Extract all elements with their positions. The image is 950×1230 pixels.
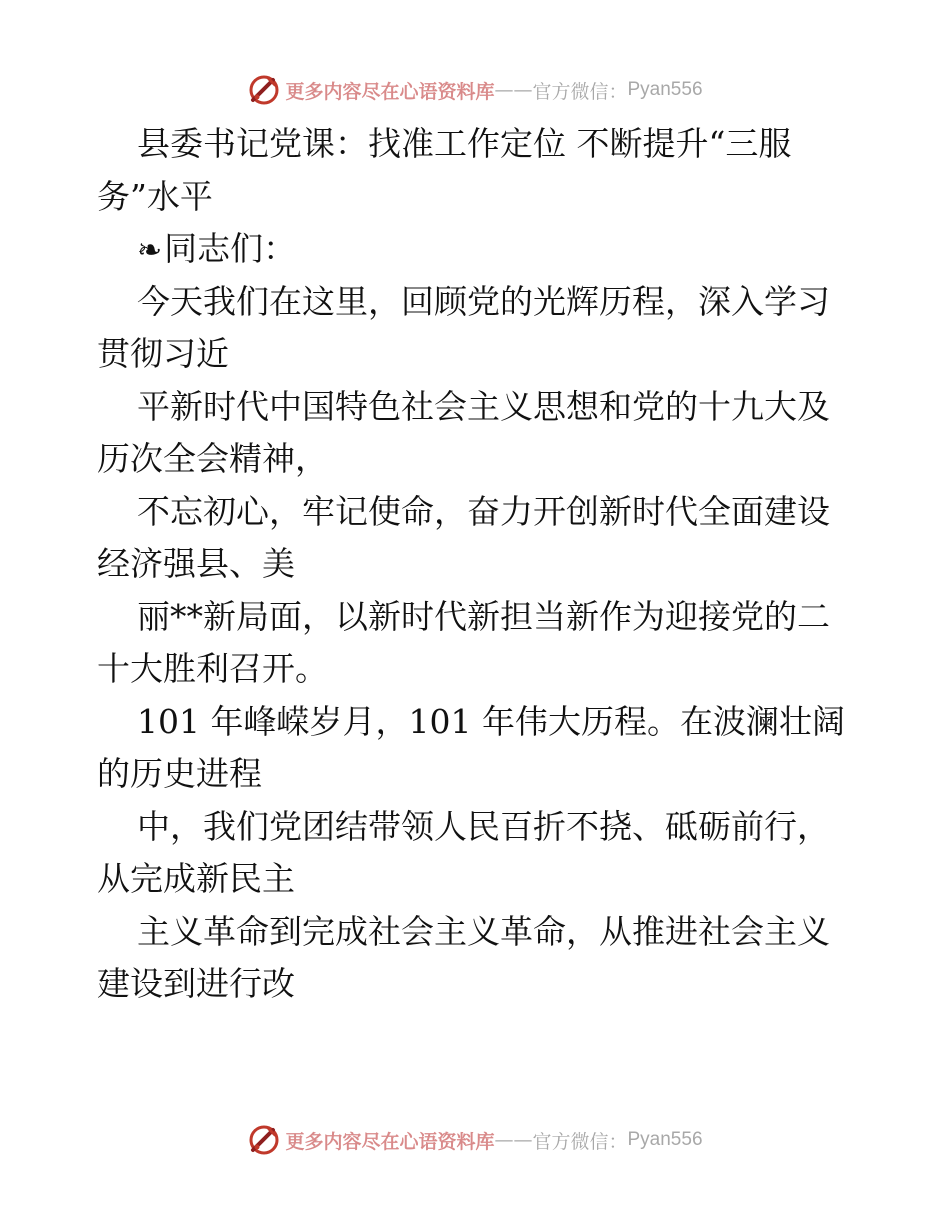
footer-wechat-label: 官方微信：	[532, 1130, 628, 1153]
text-line	[97, 381, 855, 434]
header-brand-text: 更多内容尽在心语资料库	[285, 80, 495, 103]
text-line-content: 平新时代中国特色社会主义思想和党的十九大及	[137, 386, 830, 426]
text-line	[97, 223, 855, 276]
text-line-content: 贯彻习近	[97, 334, 229, 373]
text-line-content: 同志们：	[164, 229, 297, 268]
text-line	[97, 276, 855, 329]
text-line	[97, 801, 855, 854]
text-line-content: 中，我们党团结带领人民百折不挠、砥砺前行，	[137, 806, 830, 846]
text-line	[97, 433, 855, 486]
footer-watermark	[0, 1120, 950, 1160]
text-line	[97, 171, 855, 224]
header-wechat-id: Pyan556	[627, 79, 703, 100]
pen-seal-logo-icon	[247, 1123, 281, 1157]
text-line-content: 今天我们在这里，回顾党的光辉历程，深入学习	[137, 281, 830, 321]
footer-separator: ——	[494, 1129, 533, 1151]
text-line-content: 丽**新局面，以新时代新担当新作为迎接党的二	[137, 596, 830, 636]
pen-seal-logo-icon	[247, 73, 281, 107]
header-wechat-label: 官方微信：	[532, 80, 628, 103]
text-line	[97, 328, 855, 381]
text-line-content: 主义革命到完成社会主义革命，从推进社会主义	[137, 911, 830, 951]
text-line-content: 建设到进行改	[97, 964, 295, 1003]
text-line-content: 101 年峰嵘岁月，101 年伟大历程。在波澜壮阔	[137, 701, 845, 741]
text-line-content: 十大胜利召开。	[97, 649, 328, 688]
header-separator: ——	[494, 79, 533, 101]
floral-heart-icon: ❧	[137, 233, 163, 268]
text-line	[97, 486, 855, 539]
text-line-content: 的历史进程	[97, 754, 262, 793]
text-line	[97, 906, 855, 959]
document-body	[97, 118, 855, 1011]
footer-wechat-id: Pyan556	[627, 1129, 703, 1150]
text-line	[97, 696, 855, 749]
text-line	[97, 748, 855, 801]
text-line-content: 不忘初心，牢记使命，奋力开创新时代全面建设	[137, 491, 830, 531]
text-line-content: 从完成新民主	[97, 859, 295, 898]
text-line-content: 县委书记党课：找准工作定位 不断提升“三服	[137, 124, 792, 163]
text-line	[97, 853, 855, 906]
text-line	[97, 591, 855, 644]
text-line	[97, 118, 855, 171]
text-line-content: 务”水平	[97, 176, 213, 216]
footer-brand-text: 更多内容尽在心语资料库	[285, 1130, 495, 1153]
text-line-content: 历次全会精神，	[97, 439, 328, 478]
text-line	[97, 643, 855, 696]
text-line	[97, 958, 855, 1011]
header-watermark	[0, 70, 950, 110]
text-line-content: 经济强县、美	[97, 544, 295, 583]
text-line	[97, 538, 855, 591]
